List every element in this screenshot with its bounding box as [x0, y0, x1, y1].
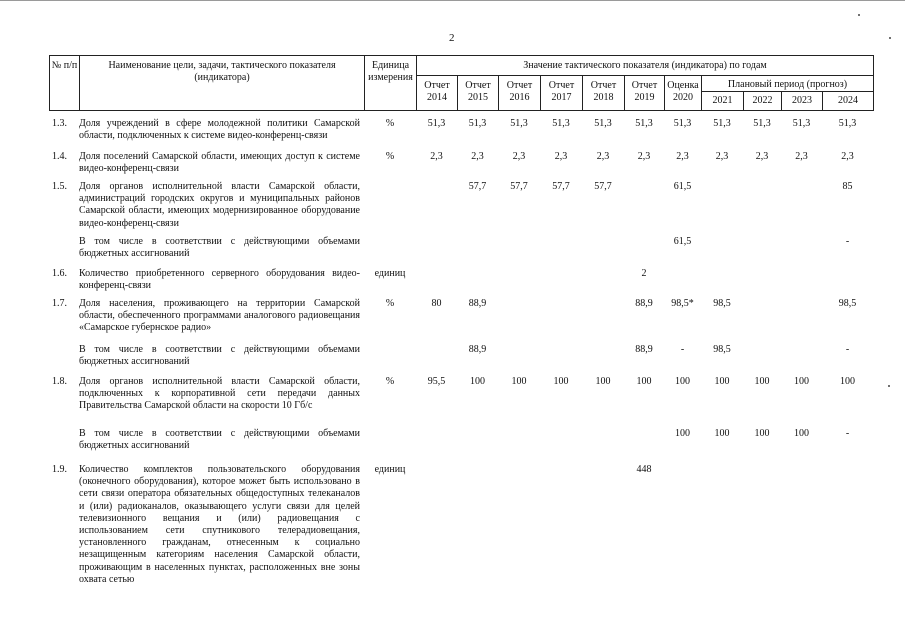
- header-num: № п/п: [51, 60, 78, 71]
- value-cell: [743, 268, 781, 298]
- value-cell: 100: [553, 376, 569, 387]
- value-cell: 100: [754, 428, 770, 439]
- value-cell: 51,3: [552, 118, 570, 129]
- table-row: [49, 464, 873, 604]
- value-cell: [624, 428, 664, 464]
- header-year-label: Оценка: [667, 80, 699, 91]
- header-year: 2017: [551, 91, 572, 103]
- header-year-label: Отчет: [548, 80, 575, 91]
- value-cell: [781, 464, 822, 604]
- table-row: [49, 181, 873, 236]
- value-cell: [582, 268, 624, 298]
- unit-cell: [364, 181, 416, 236]
- value-cell: 100: [794, 428, 809, 439]
- header-plan-year: 2024: [823, 92, 874, 111]
- header-year-cell: [499, 76, 541, 111]
- value-cell: [781, 268, 822, 298]
- page-number: 2: [449, 32, 455, 44]
- value-cell: [582, 344, 624, 376]
- value-cell: 61,5: [673, 181, 692, 192]
- header-name: Наименование цели, задачи, тактического показателя (индикатора): [108, 60, 336, 83]
- value-cell: [664, 464, 701, 604]
- value-cell: 57,7: [552, 181, 570, 192]
- value-cell: [416, 428, 457, 464]
- value-cell: [743, 181, 781, 236]
- value-cell: [582, 428, 624, 464]
- table-row: [49, 268, 873, 298]
- header-name-cell: [80, 56, 365, 111]
- indicator-name: В том числе в соответствии с действующими объемами бюджетных ассигнований: [79, 236, 360, 260]
- value-cell: 57,7: [510, 181, 528, 192]
- value-cell: 2,3: [596, 151, 610, 162]
- value-cell: 2,3: [755, 151, 769, 162]
- value-cell: 2,3: [795, 151, 808, 162]
- header-num-cell: [50, 56, 80, 111]
- value-cell: [701, 464, 743, 604]
- value-cell: [822, 464, 873, 604]
- unit-cell: единиц: [374, 268, 406, 279]
- value-cell: 100: [675, 428, 690, 439]
- value-cell: 51,3: [753, 118, 771, 129]
- header-year-cell: [665, 76, 702, 111]
- header-year: 2020: [673, 91, 693, 103]
- indicator-name: Количество комплектов пользовательского оборудования (оконечного оборудования), которое может быть использовано в сети связи оператора обязательных общедоступных телеканалов и (или) радиоканалов, оказывающего услуги связи для целей телевизионного вещания и (или) радиовещания с использованием сети спутникового телерадиовещания, установленного гражданам, отнесенным к социально незащищенным категориям населения Самарской области, проживающим в населенных пунктах, расположенных вне зоны охвата сетью: [79, 464, 360, 585]
- value-cell: 100: [840, 376, 855, 387]
- value-cell: 98,5*: [671, 298, 694, 309]
- indicator-name: Доля поселений Самарской области, имеющих доступ к системе видео-конференц-связи: [79, 151, 360, 175]
- table-row: [49, 151, 873, 181]
- value-cell: [701, 181, 743, 236]
- indicator-name: Количество приобретенного серверного оборудования видео-конференц-связи: [79, 268, 360, 292]
- value-cell: 85: [842, 181, 853, 192]
- value-cell: [416, 236, 457, 268]
- row-number: 1.9.: [52, 464, 67, 475]
- value-cell: 51,3: [792, 118, 811, 129]
- value-cell: 2,3: [637, 151, 651, 162]
- value-cell: [743, 344, 781, 376]
- value-cell: 57,7: [468, 181, 487, 192]
- header-year: 2018: [593, 91, 614, 103]
- value-cell: [582, 236, 624, 268]
- value-cell: [540, 464, 582, 604]
- value-cell: [781, 236, 822, 268]
- value-cell: [416, 464, 457, 604]
- value-cell: 51,3: [673, 118, 692, 129]
- table-row: [49, 118, 873, 151]
- row-number: 1.8.: [52, 376, 67, 387]
- header-year-label: Отчет: [631, 80, 658, 91]
- value-cell: 100: [714, 428, 730, 439]
- table-row: [49, 298, 873, 344]
- value-cell: 2,3: [715, 151, 729, 162]
- indicator-name: Доля органов исполнительной власти Самарской области, администраций городских округов и муниципальных районов Самарской области, имеющих модернизированное оборудование видео-конференц-связи: [79, 181, 360, 229]
- row-number: [49, 428, 79, 464]
- indicator-name: Доля органов исполнительной власти Самарской области, подключенных к корпоративной сети передачи данных Правительства Самарской области на скорости 10 Гб/с: [79, 376, 360, 412]
- unit-cell: %: [385, 376, 395, 387]
- header-plan-year: 2021: [702, 92, 744, 111]
- value-cell: [498, 268, 540, 298]
- header-year-cell: [417, 76, 458, 111]
- value-cell: [540, 268, 582, 298]
- unit-cell: %: [385, 151, 395, 162]
- table-row: [49, 376, 873, 428]
- value-cell: [624, 236, 664, 268]
- value-cell: 2,3: [554, 151, 568, 162]
- value-cell: 51,3: [468, 118, 487, 129]
- value-cell: 448: [636, 464, 652, 475]
- header-year-label: Отчет: [590, 80, 617, 91]
- row-number: 1.4.: [52, 151, 67, 162]
- value-cell: [582, 298, 624, 344]
- header-year: 2019: [634, 91, 655, 103]
- header-year: 2015: [468, 91, 488, 103]
- unit-cell: %: [385, 118, 395, 129]
- value-cell: [664, 268, 701, 298]
- value-cell: [416, 268, 457, 298]
- header-year-cell: [458, 76, 499, 111]
- value-cell: [624, 181, 664, 236]
- header-plan-year: 2023: [782, 92, 823, 111]
- unit-cell: [364, 344, 416, 376]
- value-cell: 100: [794, 376, 809, 387]
- row-number: [49, 236, 79, 268]
- value-cell: [498, 344, 540, 376]
- value-cell: 2,3: [471, 151, 484, 162]
- indicator-name: Доля населения, проживающего на территории Самарской области, обеспеченного программами аналогового радиовещания «Самарское губернское радио»: [79, 298, 360, 334]
- scan-speck: [889, 37, 891, 39]
- value-cell: 2,3: [841, 151, 854, 162]
- value-cell: [743, 298, 781, 344]
- value-cell: 98,5: [838, 298, 857, 309]
- table-row: [49, 428, 873, 464]
- value-cell: [498, 428, 540, 464]
- value-cell: [416, 344, 457, 376]
- value-cell: 51,3: [510, 118, 528, 129]
- header-year-cell: [583, 76, 625, 111]
- header-year-label: Отчет: [465, 80, 491, 91]
- header-year-cell: [541, 76, 583, 111]
- value-cell: 100: [636, 376, 652, 387]
- value-cell: -: [845, 428, 850, 439]
- header-year-cell: [625, 76, 665, 111]
- value-cell: [457, 464, 498, 604]
- value-cell: [498, 298, 540, 344]
- value-cell: 100: [511, 376, 527, 387]
- value-cell: 95,5: [427, 376, 446, 387]
- row-number: 1.5.: [52, 181, 67, 192]
- value-cell: [701, 236, 743, 268]
- value-cell: 51,3: [713, 118, 731, 129]
- value-cell: 2,3: [676, 151, 689, 162]
- value-cell: [781, 344, 822, 376]
- row-number: 1.6.: [52, 268, 67, 279]
- value-cell: 98,5: [713, 298, 731, 309]
- value-cell: -: [845, 344, 850, 355]
- value-cell: 100: [754, 376, 770, 387]
- indicator-table-body: [49, 118, 873, 604]
- header-year-label: Отчет: [506, 80, 533, 91]
- indicator-name: Доля учреждений в сфере молодежной политики Самарской области, подключенных к системе видео-конференц-связи: [79, 118, 360, 142]
- value-cell: 88,9: [468, 298, 487, 309]
- value-cell: [743, 236, 781, 268]
- value-cell: 2,3: [512, 151, 526, 162]
- value-cell: 88,9: [635, 298, 653, 309]
- scan-speck: [888, 385, 890, 387]
- unit-cell: [364, 236, 416, 268]
- value-cell: [416, 181, 457, 236]
- value-cell: [498, 464, 540, 604]
- header-values-title: Значение тактического показателя (индикатора) по годам: [417, 56, 874, 76]
- value-cell: [457, 268, 498, 298]
- value-cell: [540, 236, 582, 268]
- value-cell: 100: [595, 376, 611, 387]
- value-cell: 98,5: [713, 344, 731, 355]
- unit-cell: %: [385, 298, 395, 309]
- value-cell: 2: [641, 268, 647, 279]
- value-cell: 51,3: [594, 118, 612, 129]
- value-cell: 61,5: [673, 236, 692, 247]
- value-cell: [498, 236, 540, 268]
- value-cell: 51,3: [635, 118, 653, 129]
- value-cell: [540, 344, 582, 376]
- header-year-label: Отчет: [424, 80, 450, 91]
- header-plan-year: 2022: [744, 92, 782, 111]
- header-year: 2016: [509, 91, 530, 103]
- header-unit-cell: [365, 56, 417, 111]
- indicator-name: В том числе в соответствии с действующими объемами бюджетных ассигнований: [79, 428, 360, 452]
- value-cell: 51,3: [838, 118, 857, 129]
- value-cell: 100: [675, 376, 690, 387]
- value-cell: [701, 268, 743, 298]
- value-cell: [457, 428, 498, 464]
- row-number: 1.7.: [52, 298, 67, 309]
- value-cell: 100: [714, 376, 730, 387]
- row-number: 1.3.: [52, 118, 67, 129]
- indicator-name: В том числе в соответствии с действующими объемами бюджетных ассигнований: [79, 344, 360, 368]
- value-cell: [743, 464, 781, 604]
- unit-cell: [364, 428, 416, 464]
- value-cell: 80: [431, 298, 442, 309]
- header-year: 2014: [427, 91, 447, 103]
- value-cell: 100: [470, 376, 485, 387]
- value-cell: [822, 268, 873, 298]
- value-cell: -: [680, 344, 685, 355]
- table-row: [49, 344, 873, 376]
- value-cell: -: [845, 236, 850, 247]
- indicator-table-header: [49, 55, 874, 111]
- header-planned-title: Плановый период (прогноз): [702, 76, 874, 92]
- value-cell: [781, 298, 822, 344]
- value-cell: 51,3: [427, 118, 446, 129]
- value-cell: [582, 464, 624, 604]
- unit-cell: единиц: [374, 464, 406, 475]
- row-number: [49, 344, 79, 376]
- value-cell: [457, 236, 498, 268]
- scan-top-edge: [0, 0, 905, 1]
- scan-speck: [858, 14, 860, 16]
- value-cell: 2,3: [430, 151, 443, 162]
- value-cell: 88,9: [635, 344, 653, 355]
- value-cell: [781, 181, 822, 236]
- value-cell: 57,7: [594, 181, 612, 192]
- value-cell: [540, 298, 582, 344]
- table-row: [49, 236, 873, 268]
- value-cell: [540, 428, 582, 464]
- header-unit: Единица измерения: [368, 60, 413, 83]
- value-cell: 88,9: [468, 344, 487, 355]
